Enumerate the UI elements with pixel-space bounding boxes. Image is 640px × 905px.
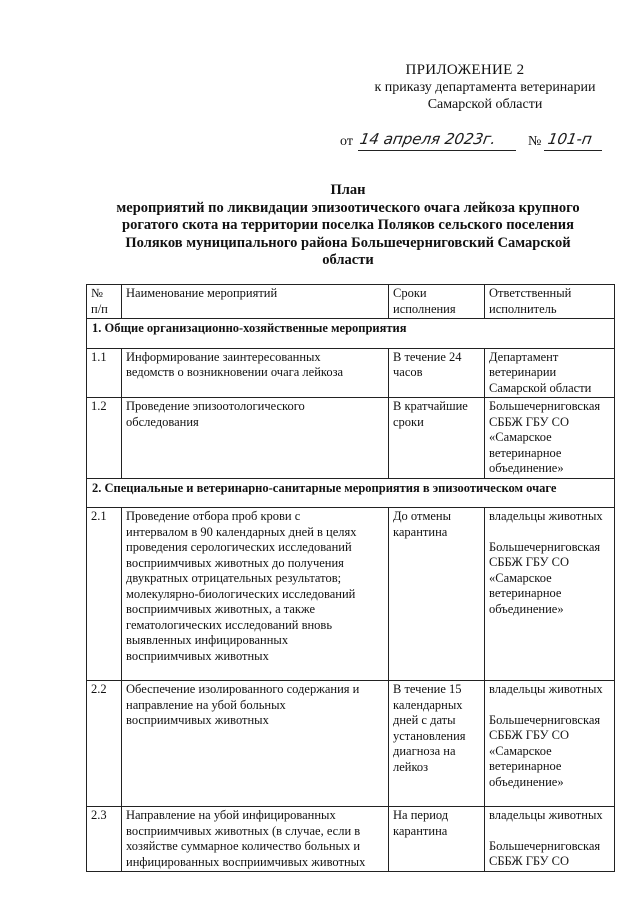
row-name-line: восприимчивых животных (в случае, если в xyxy=(126,823,361,838)
row-terms-line: дней с даты xyxy=(393,713,456,727)
header-terms-cell xyxy=(389,285,485,319)
row-responsible-cell xyxy=(485,508,615,681)
header-num-line-1: № xyxy=(91,286,103,300)
measures-table xyxy=(86,284,615,872)
plan-subtitle-line-2: рогатого скота на территории поселка Поляков сельского поселения xyxy=(122,217,574,233)
row-terms-line: часов xyxy=(393,365,423,379)
row-terms-line: сроки xyxy=(393,414,424,429)
row-terms-line: карантина xyxy=(393,823,448,838)
row-terms-line: В течение 15 xyxy=(393,682,462,696)
row-terms-line: календарных xyxy=(393,697,463,712)
section-1-text: 1. Общие организационно-хозяйственные мероприятия xyxy=(92,321,407,335)
plan-subtitle-line-3: Поляков муниципального района Большечерниговский Самарской xyxy=(125,234,571,251)
row-responsible-line: Большечерниговская xyxy=(489,539,601,554)
row-responsible-cell xyxy=(485,398,615,479)
row-name-line: обследования xyxy=(126,414,199,429)
section-row-1 xyxy=(87,319,615,349)
section-row-2 xyxy=(87,478,615,508)
section-1-title xyxy=(87,319,615,349)
plan-subtitle-line-1: мероприятий по ликвидации эпизоотического очага лейкоза крупного xyxy=(116,199,580,216)
row-name-line: хозяйстве суммарное количество больных и xyxy=(126,839,361,853)
table-row xyxy=(87,681,615,807)
row-name-line: проведения серологических исследований xyxy=(126,540,352,554)
section-2-title xyxy=(87,478,615,508)
row-terms-line: установления xyxy=(393,728,466,743)
row-name-cell xyxy=(122,508,389,681)
date-underline xyxy=(358,150,516,151)
row-responsible-line: Большечерниговская xyxy=(489,399,601,413)
row-name-line: Проведение отбора проб крови с xyxy=(126,509,301,523)
row-name-line: восприимчивых животных до получения xyxy=(126,555,344,570)
row-responsible-line: ветеринарии xyxy=(489,365,557,379)
row-num: 2.3 xyxy=(87,807,122,872)
table-row xyxy=(87,508,615,681)
row-blank xyxy=(489,790,610,805)
row-name-line: Обеспечение изолированного содержания и xyxy=(126,682,360,696)
header-responsible-cell xyxy=(485,285,615,319)
header-terms-line-2: исполнения xyxy=(393,301,456,316)
row-terms-line: До отмены xyxy=(393,509,451,523)
row-responsible-line: объединение» xyxy=(489,774,564,789)
row-responsible-owner: владельцы животных xyxy=(489,509,603,523)
plan-subtitle-line-4: области xyxy=(322,252,374,268)
row-terms-cell xyxy=(389,681,485,807)
row-name-line: интервалом в 90 календарных дней в целях xyxy=(126,524,357,539)
header-responsible-line-2: исполнитель xyxy=(489,301,557,316)
row-responsible-line: СББЖ ГБУ СО xyxy=(489,728,570,742)
row-name-line: Проведение эпизоотологического xyxy=(126,399,305,413)
row-name-line: молекулярно-биологических исследований xyxy=(126,586,356,601)
header-num-cell xyxy=(87,285,122,319)
order-number-handwritten: 101-п xyxy=(546,130,594,148)
row-num: 2.1 xyxy=(87,508,122,681)
row-terms-line: карантина xyxy=(393,524,448,539)
table-row xyxy=(87,348,615,398)
row-blank xyxy=(126,664,384,679)
order-from-label: от xyxy=(340,134,353,149)
row-name-line: ведомств о возникновении очага лейкоза xyxy=(126,365,344,379)
row-name-line: восприимчивых животных xyxy=(126,648,269,663)
row-responsible-line: ветеринарное xyxy=(489,759,562,773)
row-terms-line: В течение 24 xyxy=(393,349,462,364)
table-row xyxy=(87,807,615,872)
row-responsible-line: «Самарское xyxy=(489,570,552,585)
table-row xyxy=(87,398,615,479)
row-responsible-line: Самарской области xyxy=(489,380,592,395)
header-name-cell xyxy=(122,285,389,319)
header-num-line-2: п/п xyxy=(91,301,108,316)
row-name-line: выявленных инфицированных xyxy=(126,633,289,647)
row-responsible-line: «Самарское xyxy=(489,743,552,758)
row-responsible-owner: владельцы животных xyxy=(489,808,603,822)
row-name-line: инфицированных восприимчивых животных xyxy=(126,854,366,869)
row-name-line: направление на убой больных xyxy=(126,697,286,712)
row-num: 1.1 xyxy=(87,348,122,398)
appendix-header xyxy=(360,62,610,113)
row-responsible-line: СББЖ ГБУ СО xyxy=(489,555,570,569)
row-responsible-owner: владельцы животных xyxy=(489,682,603,696)
row-responsible-line: СББЖ ГБУ СО xyxy=(489,854,570,868)
row-name-line: восприимчивых животных, а также xyxy=(126,602,316,616)
row-blank xyxy=(489,824,610,839)
row-name-cell xyxy=(122,348,389,398)
row-responsible-line: Департамент xyxy=(489,349,559,364)
row-blank xyxy=(489,525,610,540)
section-2-text: 2. Специальные и ветеринарно-санитарные мероприятия в эпизоотическом очаге xyxy=(92,480,557,495)
row-responsible-line: объединение» xyxy=(489,601,564,616)
plan-title: План xyxy=(330,182,366,198)
row-terms-line: На период xyxy=(393,808,449,822)
row-responsible-line: Большечерниговская xyxy=(489,838,601,853)
section-1-spacer xyxy=(92,337,609,346)
row-responsible-cell xyxy=(485,681,615,807)
row-name-line: гематологических исследований вновь xyxy=(126,617,333,632)
number-underline xyxy=(544,150,602,151)
row-responsible-cell xyxy=(485,348,615,398)
row-name-line: Информирование заинтересованных xyxy=(126,349,321,364)
row-terms-line: диагноза на xyxy=(393,744,456,758)
row-name-line: восприимчивых животных xyxy=(126,713,269,727)
row-blank xyxy=(489,698,610,713)
order-reference xyxy=(338,130,608,152)
row-responsible-line: Большечерниговская xyxy=(489,712,601,727)
row-name-cell xyxy=(122,681,389,807)
header-terms-line-1: Сроки xyxy=(393,286,427,300)
row-name-cell xyxy=(122,807,389,872)
row-num: 2.2 xyxy=(87,681,122,807)
header-name: Наименование мероприятий xyxy=(126,286,278,300)
row-terms-cell xyxy=(389,807,485,872)
row-name-cell xyxy=(122,398,389,479)
row-terms-line: В кратчайшие xyxy=(393,399,468,413)
appendix-line-1: к приказу департамента ветеринарии xyxy=(374,80,596,95)
row-num: 1.2 xyxy=(87,398,122,479)
header-responsible-line-1: Ответственный xyxy=(489,286,572,300)
row-terms-line: лейкоз xyxy=(393,759,429,774)
row-terms-cell xyxy=(389,398,485,479)
row-name-line: двукратных отрицательных результатов; xyxy=(126,571,342,585)
plan-title-block xyxy=(88,182,608,270)
order-number-label: № xyxy=(528,134,542,149)
section-2-spacer xyxy=(92,496,609,505)
appendix-line-2: Самарской области xyxy=(427,97,543,112)
appendix-title: ПРИЛОЖЕНИЕ 2 xyxy=(405,62,525,78)
table-header-row xyxy=(87,285,615,319)
row-responsible-line: СББЖ ГБУ СО xyxy=(489,414,570,429)
row-terms-cell xyxy=(389,508,485,681)
row-responsible-line: ветеринарное xyxy=(489,445,562,460)
row-responsible-line: «Самарское xyxy=(489,430,552,444)
row-name-line: Направление на убой инфицированных xyxy=(126,808,336,822)
row-responsible-line: объединение» xyxy=(489,461,564,475)
order-date-handwritten: 14 апреля 2023г. xyxy=(358,130,498,148)
row-terms-cell xyxy=(389,348,485,398)
row-responsible-cell xyxy=(485,807,615,872)
row-responsible-line: ветеринарное xyxy=(489,586,562,600)
